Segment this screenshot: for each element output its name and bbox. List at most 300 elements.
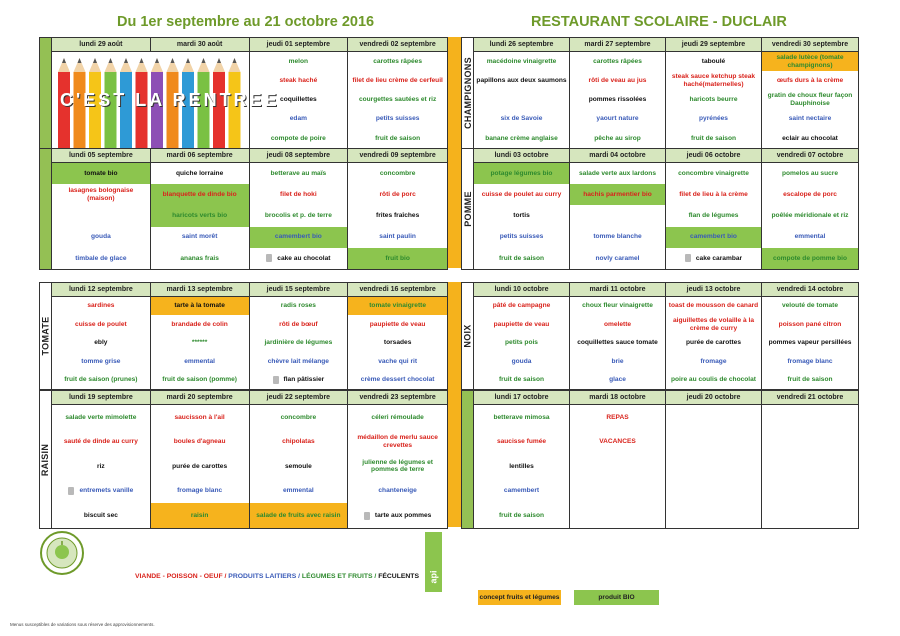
menu-cell bbox=[250, 248, 349, 269]
restaurant-title: RESTAURANT SCOLAIRE - DUCLAIR bbox=[531, 14, 787, 30]
menu-item-text: médaillon de merlu sauce crevettes bbox=[357, 434, 438, 449]
menu-item-text: aiguillettes de volaille à la crème de curry bbox=[673, 317, 754, 332]
menu-item-text: chanteneige bbox=[378, 487, 417, 495]
menu-week-block bbox=[461, 148, 859, 270]
menu-item-text: ebly bbox=[94, 339, 108, 347]
menu-item-text: fruit de saison (pomme) bbox=[162, 376, 237, 383]
legend-feculents: FÉCULENTS bbox=[378, 573, 419, 580]
menu-item-text: flan de légumes bbox=[688, 212, 739, 220]
menu-item-text: toast de mousson de canard bbox=[668, 302, 759, 310]
menu-cell bbox=[570, 334, 666, 352]
menu-cell bbox=[666, 205, 762, 226]
menu-item-text: salade lutèce (tomate champignons) bbox=[776, 54, 844, 69]
menu-item-text: ****** bbox=[191, 339, 208, 347]
menu-cell bbox=[762, 163, 858, 184]
legend-viande: VIANDE - POISSON - OEUF / bbox=[135, 573, 229, 580]
menu-item-text: novly caramel bbox=[595, 254, 640, 262]
theme-side-label bbox=[40, 391, 52, 528]
menu-cell bbox=[151, 227, 250, 248]
menu-cell bbox=[250, 454, 349, 479]
menu-cell bbox=[250, 405, 349, 430]
cup-icon bbox=[273, 376, 279, 384]
menu-cell bbox=[348, 163, 447, 184]
menu-item-text: chèvre lait mélange bbox=[267, 357, 329, 365]
menu-item-text: camembert bbox=[503, 487, 540, 495]
menu-week-block bbox=[461, 390, 859, 529]
menu-cell bbox=[666, 248, 762, 269]
menu-item-text: gouda bbox=[511, 357, 532, 365]
menu-item-text: poire au coulis de chocolat bbox=[670, 376, 756, 383]
menu-cell bbox=[666, 71, 762, 90]
menu-cell bbox=[250, 71, 349, 90]
menu-item-text: vache qui rit bbox=[378, 357, 418, 365]
menu-item-text: blanquette de dinde bio bbox=[162, 191, 237, 198]
menu-cell bbox=[348, 454, 447, 479]
day-header: lundi 05 septembre bbox=[52, 149, 151, 163]
menu-item-text: courgettes sautées et riz bbox=[358, 96, 437, 104]
theme-side-label bbox=[462, 283, 474, 389]
menu-cell bbox=[151, 503, 250, 528]
day-header: vendredi 23 septembre bbox=[348, 391, 447, 405]
menu-cell bbox=[666, 184, 762, 205]
menu-item-text: sardines bbox=[87, 302, 115, 310]
menu-cell bbox=[151, 371, 250, 389]
menu-item-text: radis roses bbox=[280, 302, 316, 310]
menu-item-text: purée de carottes bbox=[172, 462, 228, 470]
menu-cell bbox=[666, 110, 762, 129]
menu-week-block bbox=[39, 390, 448, 529]
menu-cell bbox=[151, 405, 250, 430]
menu-item-text: fruit de saison bbox=[498, 511, 545, 519]
cup-icon bbox=[364, 512, 370, 520]
menu-cell bbox=[348, 371, 447, 389]
menu-cell bbox=[474, 479, 570, 504]
menu-cell bbox=[666, 430, 762, 455]
legend-laitiers: PRODUITS LAITIERS / bbox=[228, 573, 302, 580]
menu-cell bbox=[570, 163, 666, 184]
menu-item-text: brandade de colin bbox=[171, 320, 228, 328]
menu-item-text: cuisse de poulet bbox=[75, 320, 127, 328]
menu-cell bbox=[250, 334, 349, 352]
menu-cell bbox=[570, 227, 666, 248]
menu-item-text: fruit bio bbox=[385, 254, 410, 262]
menu-cell bbox=[348, 129, 447, 148]
api-logo-text: api bbox=[428, 570, 439, 584]
menu-cell bbox=[762, 90, 858, 109]
menu-cell bbox=[762, 352, 858, 370]
menu-item-text: filet de lieu crème de cerfeuil bbox=[352, 77, 443, 84]
menu-item-text: fruit de saison bbox=[690, 134, 737, 142]
menu-cell bbox=[151, 248, 250, 269]
menu-item-text: purée de carottes bbox=[686, 339, 741, 347]
menu-cell bbox=[348, 52, 447, 71]
menu-cell bbox=[474, 71, 570, 90]
menu-cell bbox=[474, 227, 570, 248]
menu-cell bbox=[666, 371, 762, 389]
menu-item-text: poisson pané citron bbox=[778, 320, 842, 328]
menu-cell bbox=[474, 184, 570, 205]
menu-cell bbox=[570, 110, 666, 129]
menu-item-text: steak haché bbox=[279, 77, 318, 84]
menu-item-text: flan pâtissier bbox=[283, 376, 325, 383]
menu-item-text: brocolis et p. de terre bbox=[264, 212, 332, 220]
menu-cell bbox=[570, 352, 666, 370]
menu-cell bbox=[570, 52, 666, 71]
day-header: mardi 04 octobre bbox=[570, 149, 666, 163]
day-header: lundi 19 septembre bbox=[52, 391, 151, 405]
menu-cell bbox=[474, 334, 570, 352]
menu-cell bbox=[474, 503, 570, 528]
menu-item-text: fromage blanc bbox=[177, 487, 223, 495]
menu-item-text: concombre bbox=[379, 169, 416, 177]
menu-cell bbox=[762, 371, 858, 389]
menu-cell bbox=[250, 479, 349, 504]
menu-item-text: saint nectaire bbox=[788, 115, 832, 123]
menu-item-text: pomelos au sucre bbox=[781, 169, 839, 177]
menu-cell bbox=[666, 405, 762, 430]
legend bbox=[135, 573, 419, 580]
menu-cell bbox=[52, 371, 151, 389]
theme-side-text: POMME bbox=[462, 191, 473, 227]
menu-item-text: fruit de saison (prunes) bbox=[64, 376, 138, 383]
menu-item-text: potage légumes bio bbox=[490, 169, 553, 177]
day-header: vendredi 14 octobre bbox=[762, 283, 858, 297]
menu-item-text: emmental bbox=[794, 233, 826, 241]
concept-fruits-box: concept fruits et légumes bbox=[478, 590, 561, 605]
menu-cell bbox=[250, 371, 349, 389]
menu-item-text: fruit de saison bbox=[787, 376, 833, 383]
menu-item-text: cake carambar bbox=[695, 254, 743, 262]
menu-cell bbox=[52, 297, 151, 315]
menu-cell bbox=[474, 352, 570, 370]
menu-cell bbox=[250, 227, 349, 248]
theme-side-text: CHAMPIGNONS bbox=[462, 57, 473, 129]
menu-item-text: carottes râpées bbox=[593, 57, 642, 65]
day-header: lundi 12 septembre bbox=[52, 283, 151, 297]
menu-cell bbox=[52, 405, 151, 430]
menu-cell bbox=[52, 430, 151, 455]
bio-box: produit BIO bbox=[574, 590, 659, 605]
menu-item-text: rôti de bœuf bbox=[279, 320, 318, 328]
menu-cell bbox=[666, 352, 762, 370]
menu-cell bbox=[474, 248, 570, 269]
menu-item-text: camembert bio bbox=[690, 233, 737, 241]
day-header: lundi 26 septembre bbox=[474, 38, 570, 52]
menu-cell bbox=[250, 205, 349, 226]
menu-cell bbox=[151, 297, 250, 315]
menu-cell bbox=[474, 90, 570, 109]
menu-cell bbox=[762, 430, 858, 455]
day-header: mardi 27 septembre bbox=[570, 38, 666, 52]
menu-item-text: betterave au maïs bbox=[270, 169, 327, 177]
day-header: lundi 29 août bbox=[52, 38, 151, 52]
menu-cell bbox=[151, 334, 250, 352]
menu-item-text: omelette bbox=[603, 320, 632, 328]
menu-cell bbox=[250, 315, 349, 333]
menu-cell bbox=[52, 163, 151, 184]
menu-item-text: emmental bbox=[184, 357, 216, 365]
menu-item-text: eclair au chocolat bbox=[782, 134, 838, 142]
menu-item-text: tomme grise bbox=[81, 357, 121, 365]
menu-item-text: gouda bbox=[90, 233, 111, 241]
menu-cell bbox=[348, 227, 447, 248]
menu-item-text: quiche lorraine bbox=[175, 169, 224, 177]
menu-cell bbox=[348, 430, 447, 455]
menu-item-text: brie bbox=[611, 357, 624, 365]
orange-separator bbox=[447, 37, 461, 268]
menu-week-block bbox=[39, 148, 448, 270]
menu-cell bbox=[348, 90, 447, 109]
menu-cell bbox=[250, 430, 349, 455]
menu-item-text: entremets vanille bbox=[79, 487, 134, 495]
legend-legumes: LÉGUMES ET FRUITS / bbox=[301, 573, 379, 580]
menu-item-text: cake au chocolat bbox=[277, 254, 331, 262]
theme-side-text: NOIX bbox=[462, 324, 473, 348]
menu-cell bbox=[52, 205, 151, 226]
menu-item-text: concombre bbox=[280, 413, 317, 421]
menu-item-text: pêche au sirop bbox=[594, 134, 641, 142]
menu-item-text: glace bbox=[609, 376, 626, 383]
menu-item-text: saint morêt bbox=[181, 233, 218, 241]
menu-cell bbox=[570, 371, 666, 389]
menu-item-text: pâté de campagne bbox=[492, 302, 551, 310]
day-header: mardi 30 août bbox=[151, 38, 250, 52]
menu-item-text: salade verte aux lardons bbox=[579, 169, 656, 177]
day-header: jeudi 13 octobre bbox=[666, 283, 762, 297]
menu-cell bbox=[570, 205, 666, 226]
rentree-banner bbox=[52, 52, 280, 148]
menu-cell bbox=[250, 297, 349, 315]
day-header: mardi 18 octobre bbox=[570, 391, 666, 405]
menu-cell bbox=[570, 503, 666, 528]
menu-cell bbox=[762, 110, 858, 129]
menu-cell bbox=[570, 297, 666, 315]
menu-item-text: timbale de glace bbox=[75, 254, 127, 262]
menu-item-text: salade verte mimolette bbox=[65, 413, 137, 421]
menu-item-text: céleri rémoulade bbox=[371, 413, 424, 421]
menu-item-text: choux fleur vinaigrette bbox=[582, 302, 653, 310]
menu-item-text: tomate bio bbox=[84, 169, 118, 177]
menu-cell bbox=[666, 315, 762, 333]
date-range-title: Du 1er septembre au 21 octobre 2016 bbox=[117, 14, 375, 30]
menu-item-text: pommes rissolées bbox=[588, 96, 647, 104]
menu-cell bbox=[348, 405, 447, 430]
theme-side-label bbox=[40, 283, 52, 389]
menu-item-text: tarte aux pommes bbox=[374, 511, 432, 519]
menu-cell bbox=[151, 184, 250, 205]
menu-item-text: VACANCES bbox=[599, 438, 636, 446]
menu-item-text: saucisson à l'ail bbox=[174, 413, 225, 421]
menu-item-text: filet de lieu à la crème bbox=[679, 191, 748, 198]
menu-cell bbox=[666, 163, 762, 184]
menu-cell bbox=[762, 334, 858, 352]
menu-cell bbox=[151, 352, 250, 370]
menu-item-text: ananas frais bbox=[180, 254, 219, 262]
menu-item-text: coquillettes bbox=[280, 96, 317, 104]
menu-item-text: pyrénées bbox=[699, 115, 728, 123]
menu-item-text: paupiette de veau bbox=[369, 320, 426, 328]
menu-cell bbox=[250, 129, 349, 148]
day-header: jeudi 29 septembre bbox=[666, 38, 762, 52]
menu-cell bbox=[348, 184, 447, 205]
menu-item-text: banane crème anglaise bbox=[485, 134, 558, 142]
menu-cell bbox=[762, 248, 858, 269]
menu-item-text: œufs durs à la crème bbox=[776, 77, 844, 84]
menu-cell bbox=[666, 129, 762, 148]
menu-cell bbox=[570, 129, 666, 148]
menu-item-text: fruit de saison bbox=[498, 376, 545, 383]
menu-week-block bbox=[39, 282, 448, 390]
menu-week-block bbox=[461, 282, 859, 390]
menu-cell bbox=[52, 479, 151, 504]
menu-cell bbox=[474, 315, 570, 333]
menu-item-text: semoule bbox=[284, 462, 312, 470]
menu-item-text: melon bbox=[288, 57, 309, 65]
menu-cell bbox=[474, 163, 570, 184]
menu-item-text: julienne de légumes et pommes de terre bbox=[362, 458, 433, 474]
menu-cell bbox=[570, 184, 666, 205]
menu-cell bbox=[474, 371, 570, 389]
menu-cell bbox=[348, 479, 447, 504]
menu-cell bbox=[666, 479, 762, 504]
menu-cell bbox=[348, 248, 447, 269]
menu-cell bbox=[151, 430, 250, 455]
menu-cell bbox=[666, 334, 762, 352]
menu-cell bbox=[151, 163, 250, 184]
menu-cell bbox=[762, 503, 858, 528]
menu-item-text: saucisse fumée bbox=[496, 438, 547, 446]
day-header: lundi 17 octobre bbox=[474, 391, 570, 405]
menu-item-text: steak sauce ketchup steak haché(maternelles) bbox=[671, 73, 756, 88]
menu-cell bbox=[762, 184, 858, 205]
day-header: jeudi 15 septembre bbox=[250, 283, 349, 297]
menu-cell bbox=[474, 110, 570, 129]
menu-cell bbox=[762, 479, 858, 504]
menu-week-block bbox=[39, 37, 448, 149]
menu-cell bbox=[348, 205, 447, 226]
theme-side-text: RAISIN bbox=[40, 443, 51, 476]
menu-item-text: tomate vinaigrette bbox=[369, 302, 427, 310]
menu-item-text: betterave mimosa bbox=[493, 413, 550, 421]
theme-side-label bbox=[462, 391, 474, 528]
menu-item-text: tomme blanche bbox=[593, 233, 642, 241]
menu-item-text: compote de pomme bio bbox=[772, 254, 847, 262]
menu-item-text: tarte à la tomate bbox=[174, 302, 225, 310]
day-header: jeudi 20 octobre bbox=[666, 391, 762, 405]
day-header: jeudi 06 octobre bbox=[666, 149, 762, 163]
cup-icon bbox=[685, 254, 691, 262]
menu-item-text: torsades bbox=[383, 339, 412, 347]
menu-item-text: jardinière de légumes bbox=[264, 339, 333, 347]
api-logo bbox=[425, 532, 442, 592]
menu-item-text: petits suisses bbox=[375, 115, 420, 123]
menu-cell bbox=[570, 248, 666, 269]
menu-item-text: six de Savoie bbox=[500, 115, 543, 123]
menu-item-text: rôti de veau au jus bbox=[588, 77, 647, 84]
menu-item-text: coquillettes sauce tomate bbox=[577, 339, 658, 347]
menu-cell bbox=[250, 163, 349, 184]
menu-cell bbox=[474, 129, 570, 148]
menu-cell bbox=[762, 227, 858, 248]
menu-item-text: fruit de saison bbox=[498, 254, 545, 262]
menu-cell bbox=[348, 352, 447, 370]
menu-cell bbox=[348, 110, 447, 129]
menu-item-text: cuisse de poulet au curry bbox=[481, 191, 562, 198]
menu-cell bbox=[474, 205, 570, 226]
menu-item-text: REPAS bbox=[606, 413, 629, 421]
quality-seal bbox=[39, 530, 85, 576]
menu-item-text: taboulé bbox=[701, 57, 726, 65]
menu-item-text: camembert bio bbox=[274, 233, 322, 241]
menu-item-text: emmental bbox=[282, 487, 314, 495]
menu-item-text: poêlée méridionale et riz bbox=[771, 212, 849, 220]
menu-item-text: filet de hoki bbox=[280, 191, 317, 198]
menu-cell bbox=[666, 227, 762, 248]
footer-note: Menus susceptibles de variations sous réserve des approvisionnements. bbox=[10, 622, 155, 627]
menu-cell bbox=[52, 184, 151, 205]
menu-cell bbox=[762, 315, 858, 333]
menu-cell bbox=[52, 315, 151, 333]
menu-item-text: fromage bbox=[700, 357, 727, 365]
day-header: mardi 13 septembre bbox=[151, 283, 250, 297]
theme-side-label bbox=[462, 38, 474, 148]
menu-cell bbox=[762, 405, 858, 430]
menu-item-text: petits pois bbox=[505, 339, 538, 347]
day-header: vendredi 09 septembre bbox=[348, 149, 447, 163]
menu-cell bbox=[762, 205, 858, 226]
menu-cell bbox=[762, 297, 858, 315]
menu-cell bbox=[762, 71, 858, 90]
menu-cell bbox=[250, 503, 349, 528]
menu-week-block bbox=[461, 37, 859, 149]
menu-item-text: raisin bbox=[190, 511, 209, 519]
day-header: lundi 10 octobre bbox=[474, 283, 570, 297]
menu-cell bbox=[570, 430, 666, 455]
menu-cell bbox=[250, 110, 349, 129]
day-header: mardi 11 octobre bbox=[570, 283, 666, 297]
menu-item-text: macédoine vinaigrette bbox=[486, 57, 557, 65]
menu-cell bbox=[151, 479, 250, 504]
menu-item-text: concombre vinaigrette bbox=[678, 169, 749, 177]
menu-cell bbox=[348, 334, 447, 352]
menu-item-text: tortis bbox=[513, 212, 530, 220]
menu-item-text: haricots verts bio bbox=[172, 212, 228, 220]
menu-cell bbox=[52, 248, 151, 269]
menu-item-text: pommes vapeur persillées bbox=[768, 339, 852, 347]
menu-cell bbox=[570, 454, 666, 479]
menu-cell bbox=[570, 90, 666, 109]
theme-side-label bbox=[40, 149, 52, 269]
day-header: mardi 20 septembre bbox=[151, 391, 250, 405]
menu-cell bbox=[666, 52, 762, 71]
menu-cell bbox=[666, 90, 762, 109]
theme-side-label bbox=[40, 38, 52, 148]
rentree-banner-text: C'EST LA RENTREE bbox=[60, 90, 280, 110]
menu-item-text: paupiette de veau bbox=[493, 320, 550, 328]
menu-cell bbox=[474, 430, 570, 455]
menu-item-text: yaourt nature bbox=[596, 115, 639, 123]
cup-icon bbox=[68, 487, 74, 495]
menu-cell bbox=[348, 71, 447, 90]
menu-cell bbox=[52, 454, 151, 479]
menu-cell bbox=[762, 129, 858, 148]
day-header: mardi 06 septembre bbox=[151, 149, 250, 163]
menu-item-text: velouté de tomate bbox=[781, 302, 839, 310]
menu-cell bbox=[52, 334, 151, 352]
menu-item-text: edam bbox=[289, 115, 307, 123]
day-header: vendredi 30 septembre bbox=[762, 38, 858, 52]
menu-cell bbox=[666, 454, 762, 479]
